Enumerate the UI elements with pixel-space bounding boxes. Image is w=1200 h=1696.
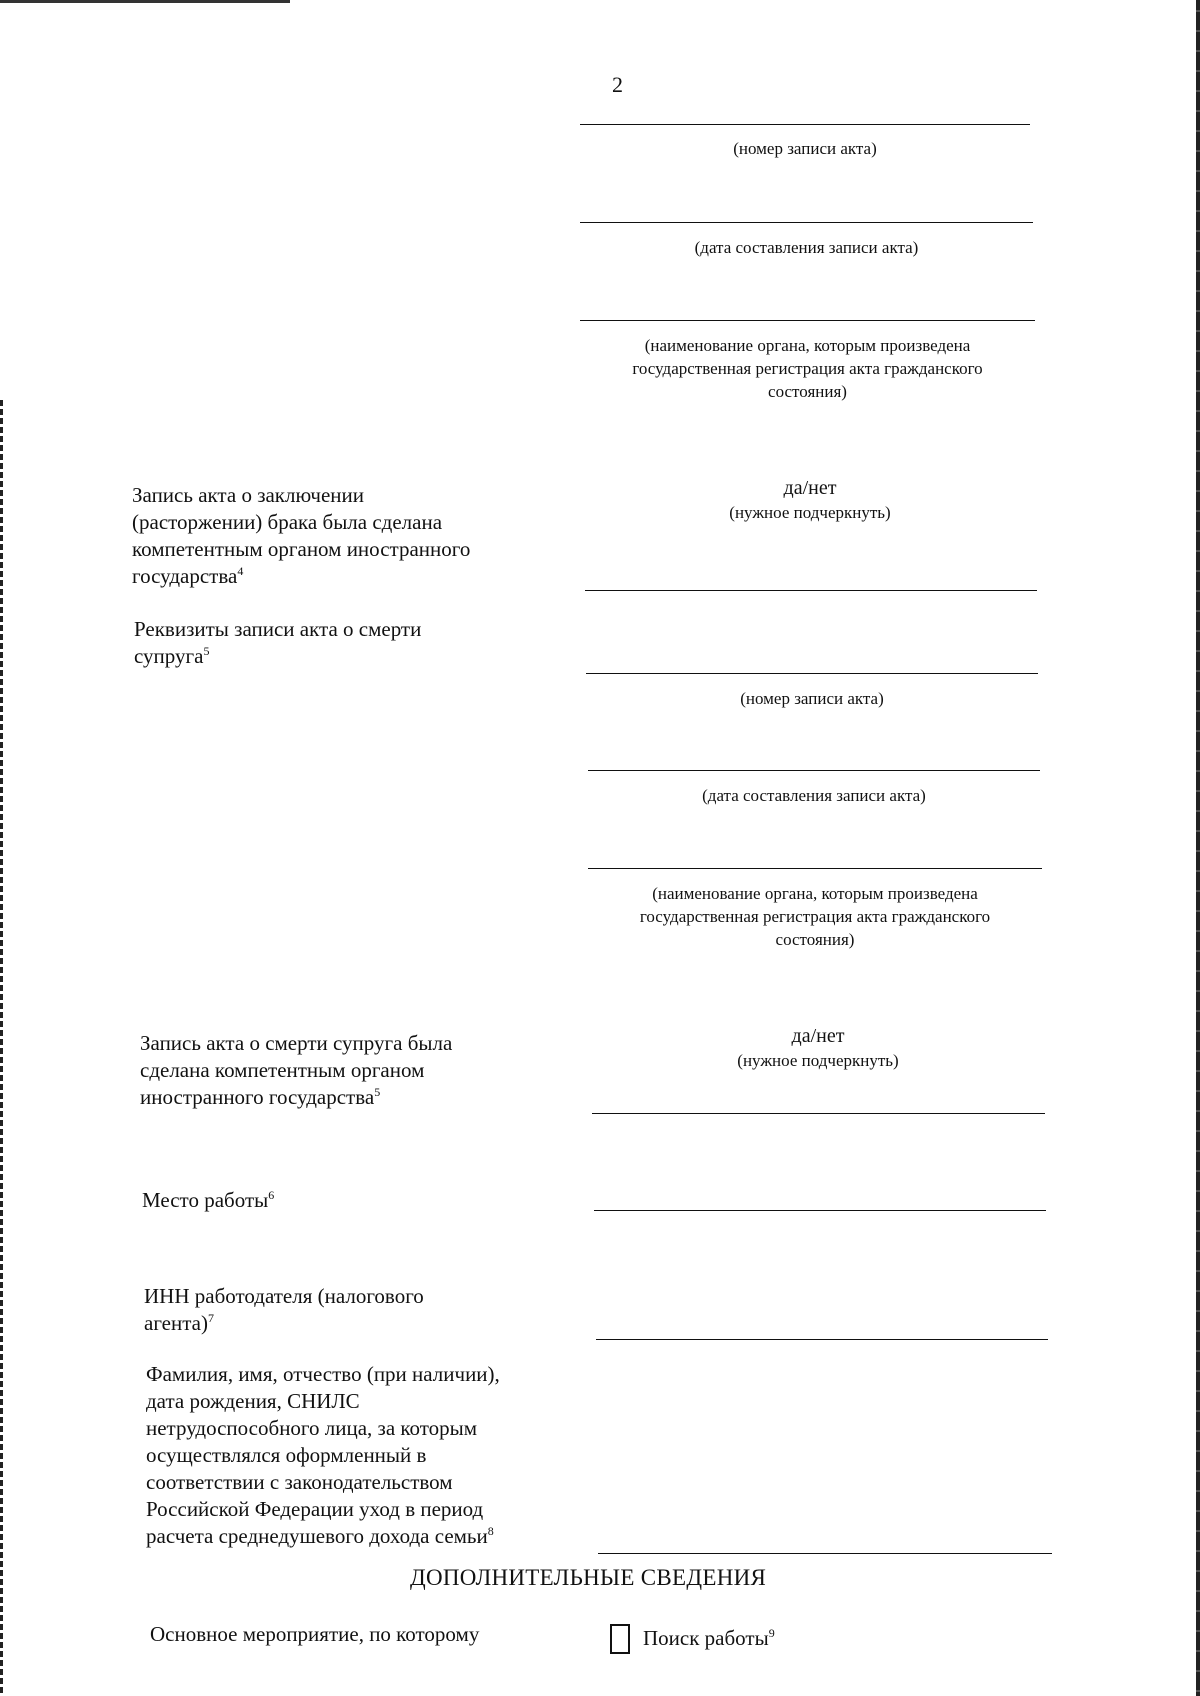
act-date-field[interactable] xyxy=(580,222,1033,223)
caption-line: состояния) xyxy=(768,382,847,401)
footnote-marker: 4 xyxy=(237,564,244,578)
marriage-foreign-hint: (нужное подчеркнуть) xyxy=(729,503,891,522)
caretaker-label xyxy=(146,1361,586,1550)
label-line: осуществлялся оформленный в xyxy=(146,1443,427,1467)
caretaker-field[interactable] xyxy=(598,1553,1052,1554)
label-text: Место работы xyxy=(142,1188,269,1212)
footnote-marker: 6 xyxy=(268,1188,275,1202)
label-line xyxy=(144,1310,544,1337)
death-foreign-label xyxy=(140,1030,560,1111)
label-line xyxy=(134,643,554,670)
workplace-field[interactable] xyxy=(594,1210,1046,1211)
death-act-authority-caption xyxy=(588,882,1042,951)
footnote-marker: 8 xyxy=(487,1524,494,1538)
caption-line: (наименование органа, которым произведена xyxy=(652,884,978,903)
label-line: соответствии с законодательством xyxy=(146,1470,453,1494)
main-activity-label: Основное мероприятие, по которому xyxy=(150,1622,480,1646)
label-line: Запись акта о смерти супруга была xyxy=(140,1031,453,1055)
death-act-date-field[interactable] xyxy=(588,770,1040,771)
label-line xyxy=(140,1084,560,1111)
footnote-marker: 5 xyxy=(374,1085,381,1099)
act-authority-field[interactable] xyxy=(580,320,1035,321)
page-number: 2 xyxy=(612,72,623,97)
label-text: супруга xyxy=(134,644,204,668)
employer-inn-label xyxy=(144,1283,544,1337)
footnote-marker: 9 xyxy=(768,1626,775,1640)
label-line: (расторжении) брака была сделана xyxy=(132,510,443,534)
label-line: ИНН работодателя (налогового xyxy=(144,1284,424,1308)
job-search-checkbox[interactable] xyxy=(610,1624,630,1654)
label-text: Поиск работы xyxy=(643,1626,769,1650)
scan-artifact-right xyxy=(1196,0,1200,1696)
death-foreign-answer[interactable]: да/нет xyxy=(791,1025,845,1047)
act-number-field[interactable] xyxy=(580,124,1030,125)
workplace-label xyxy=(142,1187,522,1214)
footnote-marker: 5 xyxy=(203,644,210,658)
label-line: Фамилия, имя, отчество (при наличии), xyxy=(146,1362,500,1386)
footnote-marker: 7 xyxy=(207,1311,214,1325)
job-search-label xyxy=(643,1626,775,1651)
label-text: иностранного государства xyxy=(140,1085,375,1109)
death-act-number-caption: (номер записи акта) xyxy=(740,689,884,708)
marriage-foreign-answer[interactable]: да/нет xyxy=(783,477,837,499)
label-line: нетрудоспособного лица, за которым xyxy=(146,1416,478,1440)
death-act-number-field[interactable] xyxy=(586,673,1038,674)
label-line: дата рождения, СНИЛС xyxy=(146,1389,360,1413)
act-number-caption: (номер записи акта) xyxy=(733,139,877,158)
act-date-caption: (дата составления записи акта) xyxy=(694,238,919,257)
marriage-foreign-field[interactable] xyxy=(585,590,1037,591)
label-line xyxy=(146,1523,586,1550)
label-line: компетентным органом иностранного xyxy=(132,537,471,561)
label-line xyxy=(132,563,552,590)
caption-line: (наименование органа, которым произведена xyxy=(644,336,971,355)
label-line: Российской Федерации уход в период xyxy=(146,1497,484,1521)
label-text: агента) xyxy=(144,1311,208,1335)
label-text: расчета среднедушевого дохода семьи xyxy=(146,1524,488,1548)
death-foreign-hint: (нужное подчеркнуть) xyxy=(737,1051,899,1070)
caption-line: государственная регистрация акта гражданского xyxy=(639,907,991,926)
employer-inn-field[interactable] xyxy=(596,1339,1048,1340)
caption-line: состояния) xyxy=(775,930,855,949)
label-line: Реквизиты записи акта о смерти xyxy=(134,617,422,641)
caption-line: государственная регистрация акта гражданского xyxy=(632,359,983,378)
act-authority-caption xyxy=(580,334,1035,403)
spouse-death-label xyxy=(134,616,554,670)
scan-artifact-left xyxy=(0,400,3,1696)
marriage-foreign-label xyxy=(132,482,552,590)
label-line: сделана компетентным органом xyxy=(140,1058,425,1082)
scan-artifact-top xyxy=(0,0,290,3)
additional-info-title: ДОПОЛНИТЕЛЬНЫЕ СВЕДЕНИЯ xyxy=(410,1565,767,1590)
death-act-date-caption: (дата составления записи акта) xyxy=(702,786,926,805)
label-text: государства xyxy=(132,564,238,588)
death-act-authority-field[interactable] xyxy=(588,868,1042,869)
label-line: Запись акта о заключении xyxy=(132,483,364,507)
death-foreign-field[interactable] xyxy=(592,1113,1045,1114)
